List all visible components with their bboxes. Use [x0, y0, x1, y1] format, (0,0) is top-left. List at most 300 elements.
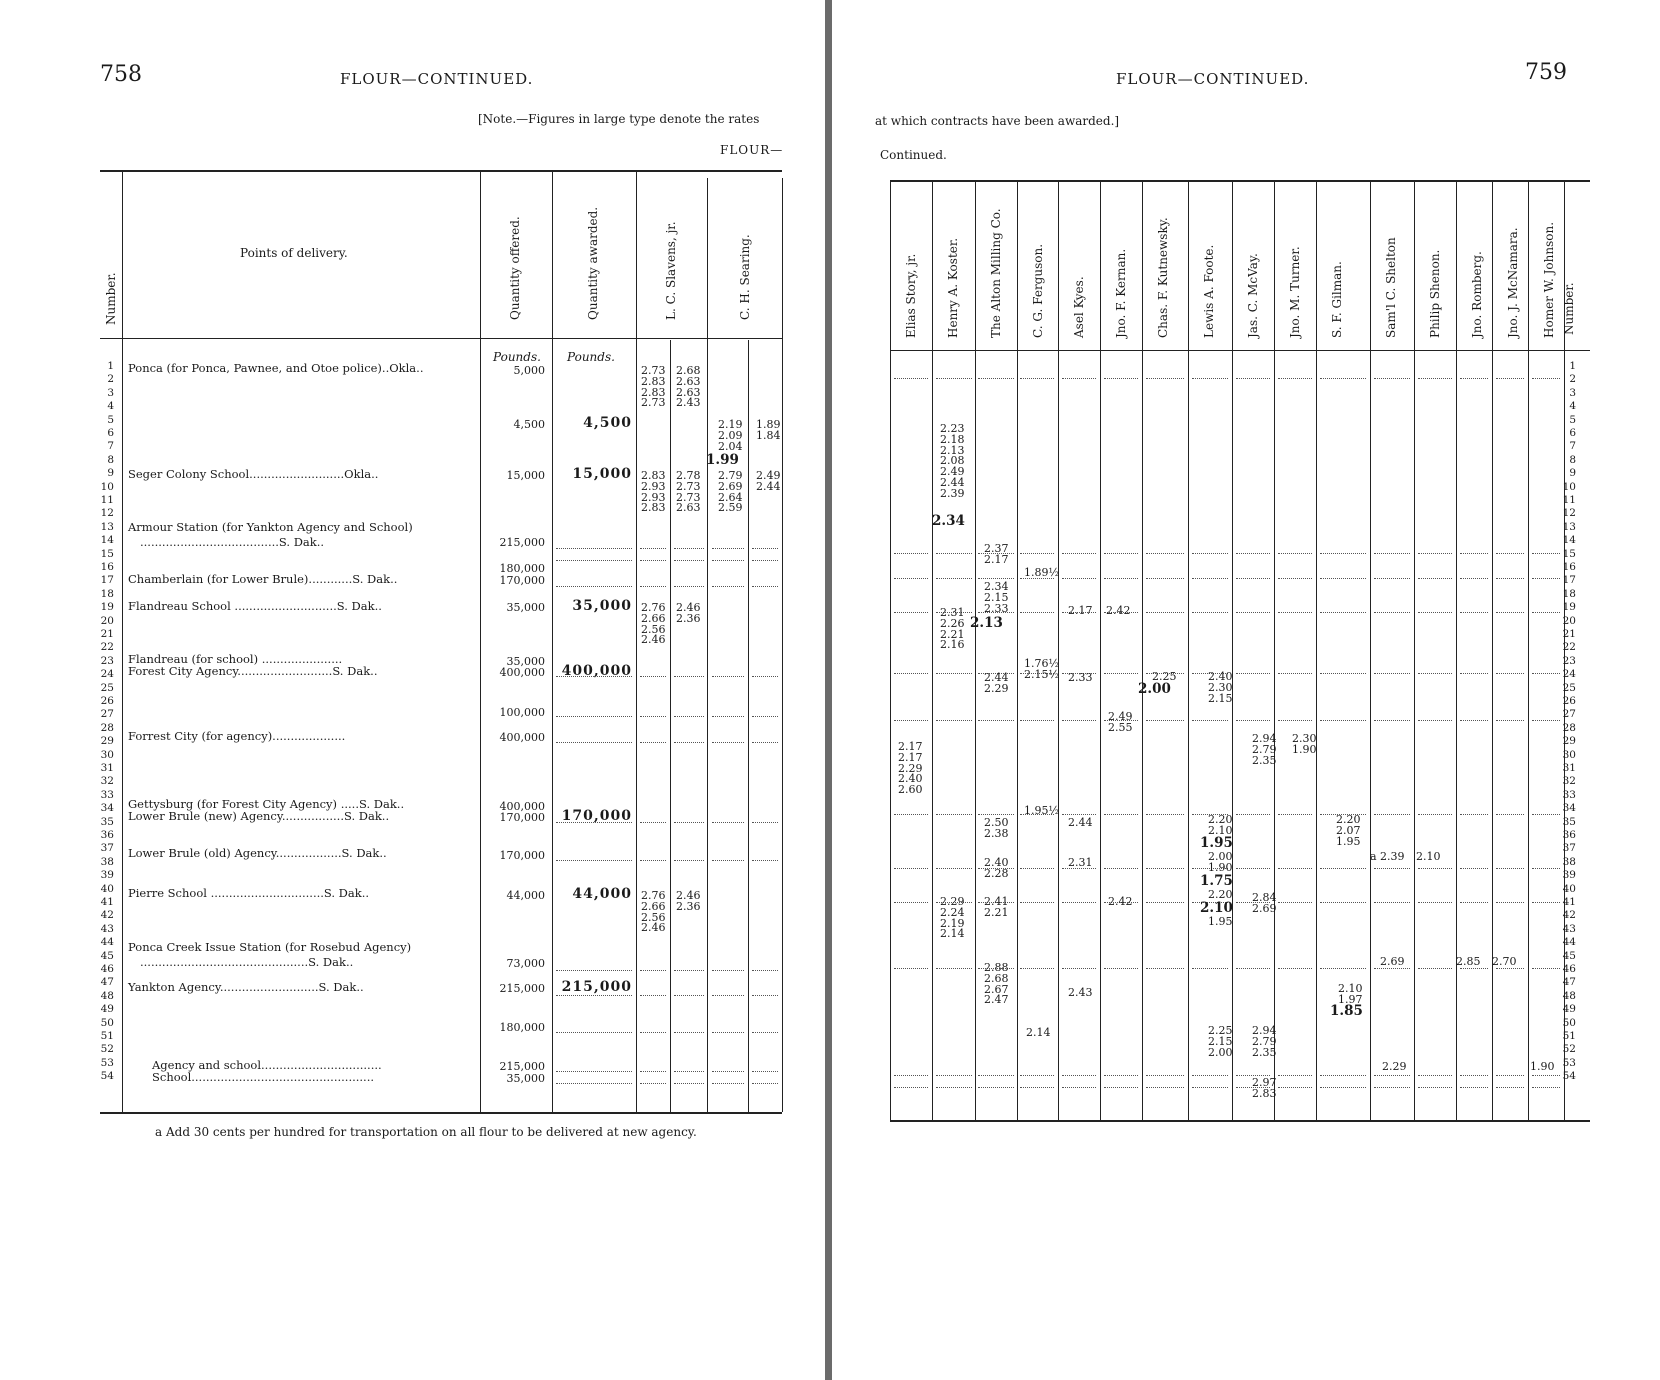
bid-cell: 2.94 2.79 2.35: [1252, 732, 1277, 767]
bid-cell: 2.49 2.44: [756, 469, 781, 493]
dot-leader: [978, 578, 1014, 579]
table-bottom-rule: [890, 1120, 1590, 1122]
section-label: Continued.: [880, 148, 947, 162]
dot-leader: [1320, 673, 1366, 674]
row-number: 22: [100, 641, 114, 654]
number-header: Number.: [104, 272, 118, 325]
dot-leader: [712, 1032, 744, 1033]
dot-leader: [936, 553, 972, 554]
col-divider: [1414, 180, 1415, 1120]
dot-leader: [894, 612, 928, 613]
bid-cell: a 2.39: [1370, 850, 1405, 863]
col-divider: [1528, 180, 1529, 1120]
dot-leader: [752, 1071, 778, 1072]
dot-leader: [640, 676, 666, 677]
dot-leader: [674, 1083, 704, 1084]
dot-leader: [640, 560, 666, 561]
delivery-point: Forest City Agency..........................S. Dak..: [128, 664, 378, 678]
dot-leader: [556, 822, 632, 823]
dot-leader: [1104, 553, 1138, 554]
delivery-point: Forrest City (for agency)....................: [128, 729, 346, 743]
dot-leader: [1320, 1075, 1366, 1076]
dot-leader: [978, 814, 1014, 815]
dot-leader: [1496, 553, 1524, 554]
qty-offered-header: Quantity offered.: [508, 216, 522, 320]
bidder-header: Chas. F. Kutnewsky.: [1156, 217, 1170, 338]
dot-leader: [752, 742, 778, 743]
dot-leader: [1532, 673, 1560, 674]
dot-leader: [1320, 720, 1366, 721]
qty-offered: 400,000: [499, 800, 545, 813]
bid-cell: 2.30 1.90: [1292, 732, 1317, 756]
bid-cell: 2.76 2.66 2.56 2.46: [641, 601, 666, 647]
dot-leader: [556, 716, 632, 717]
row-number: 40: [1562, 882, 1576, 895]
dot-leader: [556, 1071, 632, 1072]
dot-leader: [752, 1032, 778, 1033]
dot-leader: [1532, 1087, 1560, 1088]
dot-leader: [1062, 720, 1096, 721]
dot-leader: [1146, 1087, 1184, 1088]
bid-cell: 2.49 2.55: [1108, 710, 1133, 734]
row-number: 48: [100, 989, 114, 1002]
dot-leader: [1062, 578, 1096, 579]
dot-leader: [674, 548, 704, 549]
row-number: 2: [1569, 373, 1576, 386]
bid-cell: 2.94 2.79 2.35: [1252, 1024, 1277, 1059]
dot-leader: [1496, 902, 1524, 903]
qty-offered: 4,500: [513, 418, 545, 431]
delivery-point: Gettysburg (for Forest City Agency) .....S. Dak..: [128, 797, 405, 811]
qty-awarded: 15,000: [572, 466, 632, 482]
bid-cell: 2.40 2.30 2.15: [1208, 670, 1233, 705]
row-number: 30: [100, 748, 114, 761]
dot-leader: [752, 860, 778, 861]
dot-leader: [1146, 612, 1184, 613]
dot-leader: [674, 560, 704, 561]
bid-cell: 2.73 2.83 2.83 2.73: [641, 364, 666, 410]
row-number: 8: [1569, 453, 1576, 466]
dot-leader: [752, 995, 778, 996]
dot-leader: [894, 814, 928, 815]
dot-leader: [1146, 578, 1184, 579]
dot-leader: [674, 716, 704, 717]
section-label: FLOUR—: [720, 143, 784, 157]
dot-leader: [894, 578, 928, 579]
dot-leader: [1532, 968, 1560, 969]
dot-leader: [556, 995, 632, 996]
qty-offered: 215,000: [499, 536, 545, 549]
bid-cell: 2.33: [1068, 671, 1093, 684]
dot-leader: [1104, 1087, 1138, 1088]
bidder-header: Henry A. Koster.: [946, 237, 960, 338]
col-divider: [1492, 180, 1493, 1120]
qty-offered: 35,000: [506, 601, 545, 614]
dot-leader: [556, 970, 632, 971]
col-divider: [707, 178, 708, 1112]
col-divider: [670, 340, 671, 1112]
col-divider: [1456, 180, 1457, 1120]
dot-leader: [1418, 673, 1452, 674]
col-divider: [1058, 180, 1059, 1120]
col-divider: [782, 178, 783, 1112]
row-number: 52: [1562, 1043, 1576, 1056]
number-header: Number.: [1562, 282, 1576, 335]
dot-leader: [1146, 814, 1184, 815]
row-number: 9: [1569, 467, 1576, 480]
row-number: 3: [107, 386, 114, 399]
dot-leader: [1496, 578, 1524, 579]
row-number: 49: [1562, 1003, 1576, 1016]
qty-awarded-header: Quantity awarded.: [586, 206, 600, 320]
row-number: 19: [100, 601, 114, 614]
dot-leader: [978, 720, 1014, 721]
row-number: 1: [1569, 360, 1576, 372]
row-number: 21: [100, 628, 114, 640]
row-number: 12: [1562, 507, 1576, 520]
qty-offered: 35,000: [506, 655, 545, 668]
dot-leader: [1192, 720, 1228, 721]
row-number: 13: [1562, 520, 1576, 533]
bidder-header: Sam'l C. Shelton: [1384, 237, 1398, 338]
dot-leader: [1532, 868, 1560, 869]
bid-cell: 2.29 2.24 2.19 2.14: [940, 895, 965, 941]
delivery-point: ..............................................S. Dak..: [140, 955, 354, 969]
dot-leader: [1278, 553, 1312, 554]
dot-leader: [1460, 673, 1488, 674]
col-divider: [480, 170, 481, 1112]
delivery-point: Lower Brule (new) Agency.................S. Dak..: [128, 809, 390, 823]
dot-leader: [1320, 553, 1366, 554]
bid-cell: 2.84 2.69: [1252, 891, 1277, 915]
row-number: 35: [100, 815, 114, 828]
dot-leader: [712, 676, 744, 677]
row-number: 18: [1562, 587, 1576, 600]
dot-leader: [1192, 612, 1228, 613]
delivery-point: Lower Brule (old) Agency..................S. Dak..: [128, 846, 387, 860]
row-number: 23: [1562, 654, 1576, 667]
row-number: 8: [107, 453, 114, 466]
dot-leader: [1020, 868, 1054, 869]
row-number: 34: [100, 802, 114, 815]
dot-leader: [1020, 1075, 1054, 1076]
bid-cell: 1.99: [706, 452, 739, 468]
row-number: 10: [1562, 480, 1576, 493]
dot-leader: [936, 868, 972, 869]
bid-cell: 2.13: [970, 615, 1003, 631]
dot-leader: [978, 1075, 1014, 1076]
delivery-point: Yankton Agency...........................S. Dak..: [128, 980, 364, 994]
dot-leader: [556, 586, 632, 587]
dot-leader: [1496, 868, 1524, 869]
bidder-header: The Alton Milling Co.: [989, 208, 1003, 338]
dot-leader: [752, 586, 778, 587]
bid-cell: 2.31: [1068, 856, 1093, 869]
dot-leader: [556, 1083, 632, 1084]
row-number: 25: [1562, 681, 1576, 694]
dot-leader: [1320, 868, 1366, 869]
dot-leader: [1278, 902, 1312, 903]
row-number: 42: [100, 909, 114, 922]
dot-leader: [674, 970, 704, 971]
bid-cell: 1.89 1.84: [756, 418, 781, 442]
bid-cell: 2.20: [1208, 888, 1233, 901]
row-number: 11: [100, 494, 114, 506]
delivery-point: ......................................S. Dak..: [140, 535, 325, 549]
page-title: FLOUR—CONTINUED.: [1116, 70, 1310, 88]
dot-leader: [1374, 1087, 1410, 1088]
bidder-header: Jno. J. McNamara.: [1506, 227, 1520, 338]
dot-leader: [1532, 578, 1560, 579]
dot-leader: [1374, 720, 1410, 721]
dot-leader: [1374, 968, 1410, 969]
dot-leader: [640, 1083, 666, 1084]
dot-leader: [1278, 673, 1312, 674]
points-header: Points of delivery.: [240, 246, 348, 260]
dot-leader: [1278, 868, 1312, 869]
qty-offered: 170,000: [499, 849, 545, 862]
row-number: 3: [1569, 386, 1576, 399]
row-number: 49: [100, 1003, 114, 1016]
bid-cell: 2.42: [1106, 604, 1131, 617]
bid-cell: 2.29: [1382, 1060, 1407, 1073]
row-number: 4: [107, 400, 114, 413]
dot-leader: [936, 1087, 972, 1088]
row-number: 11: [1562, 494, 1576, 506]
dot-leader: [556, 860, 632, 861]
row-number: 26: [1562, 695, 1576, 707]
delivery-point: Pierre School ...............................S. Dak..: [128, 886, 370, 900]
header-rule: [100, 338, 782, 339]
row-number: 10: [100, 480, 114, 493]
dot-leader: [1104, 673, 1138, 674]
row-number: 14: [1562, 534, 1576, 547]
dot-leader: [1374, 553, 1410, 554]
dot-leader: [1192, 578, 1228, 579]
row-number: 31: [100, 762, 114, 774]
dot-leader: [640, 1071, 666, 1072]
dot-leader: [556, 676, 632, 677]
dot-leader: [894, 1087, 928, 1088]
dot-leader: [1532, 814, 1560, 815]
dot-leader: [1278, 1087, 1312, 1088]
row-number: 37: [1562, 842, 1576, 855]
row-number: 43: [1562, 922, 1576, 935]
page-number: 759: [1525, 60, 1567, 85]
row-number: 51: [1562, 1030, 1576, 1042]
bid-cell: 2.46 2.36: [676, 601, 701, 625]
row-number: 53: [1562, 1056, 1576, 1069]
bid-cell: 2.10: [1416, 850, 1441, 863]
row-number: 34: [1562, 802, 1576, 815]
dot-leader: [1020, 968, 1054, 969]
dot-leader: [1460, 1075, 1488, 1076]
bidder-header: C. G. Ferguson.: [1031, 243, 1045, 338]
row-number: 39: [1562, 869, 1576, 882]
dot-leader: [752, 560, 778, 561]
dot-leader: [1236, 968, 1270, 969]
dot-leader: [1236, 553, 1270, 554]
bid-cell: 2.10 1.97: [1338, 982, 1363, 1006]
dot-leader: [1496, 720, 1524, 721]
row-number: 43: [100, 922, 114, 935]
row-number: 1: [107, 360, 114, 372]
row-number: 41: [1562, 896, 1576, 908]
dot-leader: [1418, 814, 1452, 815]
dot-leader: [894, 902, 928, 903]
row-number: 45: [1562, 949, 1576, 962]
col-divider: [552, 170, 553, 1112]
dot-leader: [1460, 968, 1488, 969]
row-number: 17: [1562, 574, 1576, 587]
row-number: 39: [100, 869, 114, 882]
dot-leader: [1062, 814, 1096, 815]
col-divider: [975, 180, 976, 1120]
col-divider: [1142, 180, 1143, 1120]
dot-leader: [1278, 1075, 1312, 1076]
dot-leader: [936, 378, 972, 379]
dot-leader: [1496, 1075, 1524, 1076]
table-top-rule: [890, 180, 1590, 182]
bid-cell: 2.25: [1152, 670, 1177, 683]
dot-leader: [1020, 720, 1054, 721]
qty-offered: 100,000: [499, 706, 545, 719]
bid-cell: 2.43: [1068, 986, 1093, 999]
dot-leader: [674, 822, 704, 823]
dot-leader: [1460, 378, 1488, 379]
bid-cell: 2.19 2.09 2.04: [718, 418, 743, 453]
row-number: 14: [100, 534, 114, 547]
bidder-header: Jno. Romberg.: [1470, 251, 1484, 338]
dot-leader: [1020, 553, 1054, 554]
col-divider: [1232, 180, 1233, 1120]
col-divider: [1188, 180, 1189, 1120]
dot-leader: [674, 860, 704, 861]
row-number: 50: [100, 1016, 114, 1029]
qty-awarded: 35,000: [572, 598, 632, 614]
qty-offered: 180,000: [499, 562, 545, 575]
unit-label: Pounds.: [493, 350, 541, 364]
bid-cell: 2.68 2.63 2.63 2.43: [676, 364, 701, 410]
dot-leader: [674, 1032, 704, 1033]
dot-leader: [1278, 612, 1312, 613]
dot-leader: [1496, 673, 1524, 674]
dot-leader: [1460, 902, 1488, 903]
dot-leader: [936, 578, 972, 579]
dot-leader: [640, 716, 666, 717]
bid-cell: 2.46 2.36: [676, 889, 701, 913]
bidder-header: Asel Kyes.: [1072, 276, 1086, 338]
row-number: 7: [107, 440, 114, 453]
dot-leader: [674, 1071, 704, 1072]
qty-awarded: 170,000: [561, 808, 632, 824]
qty-awarded: 400,000: [561, 663, 632, 679]
dot-leader: [894, 553, 928, 554]
col-divider: [1370, 180, 1371, 1120]
bid-cell: 2.25 2.15 2.00: [1208, 1024, 1233, 1059]
dot-leader: [1460, 814, 1488, 815]
dot-leader: [1192, 553, 1228, 554]
dot-leader: [1278, 378, 1312, 379]
dot-leader: [936, 720, 972, 721]
row-number: 35: [1562, 815, 1576, 828]
dot-leader: [712, 716, 744, 717]
dot-leader: [1146, 378, 1184, 379]
row-number: 33: [100, 788, 114, 801]
qty-offered: 400,000: [499, 666, 545, 679]
dot-leader: [1496, 612, 1524, 613]
col-divider: [932, 180, 933, 1120]
dot-leader: [674, 676, 704, 677]
bid-cell: 2.10: [1200, 900, 1233, 916]
bid-cell: 2.31 2.26 2.21 2.16: [940, 606, 965, 652]
bid-cell: 2.34: [932, 513, 965, 529]
row-number: 44: [100, 936, 114, 949]
dot-leader: [712, 560, 744, 561]
dot-leader: [640, 995, 666, 996]
bid-cell: 1.75: [1200, 873, 1233, 889]
dot-leader: [1236, 673, 1270, 674]
dot-leader: [752, 1083, 778, 1084]
bid-cell: 2.37 2.17: [984, 542, 1009, 566]
row-number: 24: [100, 668, 114, 681]
bid-cell: 1.89½: [1024, 566, 1060, 579]
dot-leader: [1532, 612, 1560, 613]
dot-leader: [1460, 868, 1488, 869]
row-number: 9: [107, 467, 114, 480]
dot-leader: [1062, 553, 1096, 554]
dot-leader: [712, 1071, 744, 1072]
bid-cell: 2.44 2.29: [984, 671, 1009, 695]
dot-leader: [752, 548, 778, 549]
bidder-header: L. C. Slavens, jr.: [664, 221, 678, 320]
dot-leader: [1418, 968, 1452, 969]
dot-leader: [1062, 378, 1096, 379]
bid-cell: 2.23 2.18 2.13 2.08 2.49 2.44 2.39: [940, 422, 965, 500]
dot-leader: [1278, 814, 1312, 815]
dot-leader: [712, 970, 744, 971]
bid-cell: 2.00 1.90: [1208, 850, 1233, 874]
qty-offered: 170,000: [499, 574, 545, 587]
col-divider: [890, 180, 891, 1120]
dot-leader: [712, 995, 744, 996]
right-page: [832, 0, 1660, 1380]
dot-leader: [1374, 1075, 1410, 1076]
dot-leader: [1320, 1087, 1366, 1088]
row-number: 53: [100, 1056, 114, 1069]
dot-leader: [1320, 968, 1366, 969]
qty-offered: 170,000: [499, 811, 545, 824]
dot-leader: [1236, 814, 1270, 815]
bid-cell: 2.17: [1068, 604, 1093, 617]
col-divider: [1017, 180, 1018, 1120]
dot-leader: [1532, 378, 1560, 379]
row-number: 47: [100, 976, 114, 989]
bidder-header: Jno. M. Turner.: [1288, 246, 1302, 338]
dot-leader: [752, 822, 778, 823]
dot-leader: [1320, 578, 1366, 579]
row-number: 16: [100, 561, 114, 573]
bid-cell: 2.76 2.66 2.56 2.46: [641, 889, 666, 935]
bid-cell: 2.41 2.21: [984, 895, 1009, 919]
bid-cell: 1.90: [1530, 1060, 1555, 1073]
row-number: 30: [1562, 748, 1576, 761]
bid-cell: 2.20 2.07 1.95: [1336, 813, 1361, 848]
dot-leader: [1532, 902, 1560, 903]
row-number: 6: [1569, 427, 1576, 439]
row-number: 19: [1562, 601, 1576, 614]
dot-leader: [1418, 720, 1452, 721]
